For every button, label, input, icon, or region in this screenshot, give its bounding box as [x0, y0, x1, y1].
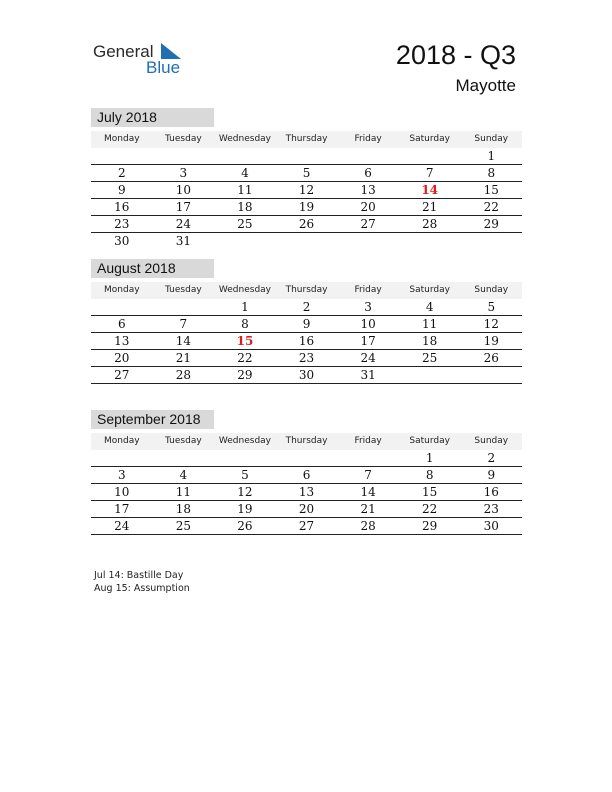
day-cell: 7 — [364, 468, 372, 482]
weekday-label: Tuesday — [165, 285, 202, 295]
day-cell — [153, 450, 215, 466]
day-cell: 24 — [175, 217, 191, 231]
day-cell: 20 — [114, 351, 130, 365]
day-cell: 19 — [298, 200, 315, 214]
weekday-label: Sunday — [474, 134, 509, 144]
weekday-label: Friday — [354, 134, 382, 144]
day-cell — [399, 233, 461, 250]
day-cell: 2 — [117, 166, 126, 180]
weekday-label: Tuesday — [165, 436, 202, 446]
weekday-label: Sunday — [474, 436, 509, 446]
day-cell: 11 — [175, 485, 191, 499]
day-cell: 15 — [422, 485, 438, 499]
weekday-label: Wednesday — [218, 285, 271, 295]
day-cell: 3 — [364, 300, 372, 314]
day-cell — [91, 148, 153, 164]
day-cell: 5 — [241, 468, 249, 482]
day-cell: 25 — [237, 217, 253, 231]
month-july — [91, 108, 522, 250]
week-row — [91, 450, 522, 467]
weekday-label: Monday — [104, 436, 140, 446]
day-cell: 9 — [487, 468, 496, 482]
day-cell: 2 — [302, 300, 311, 314]
day-cell: 20 — [298, 502, 315, 516]
day-cell: 2 — [487, 451, 496, 465]
day-cell: 12 — [483, 317, 499, 331]
week-row — [91, 216, 522, 233]
day-cell: 30 — [483, 519, 499, 533]
day-cell — [276, 450, 338, 466]
day-cell — [91, 450, 153, 466]
weekday-header-row — [91, 131, 522, 148]
day-cell: 26 — [298, 217, 315, 231]
week-row — [91, 501, 522, 518]
day-cell: 17 — [114, 502, 130, 516]
day-cell: 6 — [364, 166, 372, 180]
week-row — [91, 518, 522, 535]
day-cell: 14 — [360, 485, 376, 499]
day-cell: 25 — [422, 351, 438, 365]
day-cell: 8 — [241, 317, 249, 331]
week-row — [91, 316, 522, 333]
day-cell: 24 — [114, 519, 130, 533]
day-cell: 7 — [425, 166, 434, 180]
day-cell: 10 — [360, 317, 376, 331]
week-row — [91, 199, 522, 216]
weekday-header-row — [91, 282, 522, 299]
day-cell — [214, 450, 276, 466]
weekday-label: Monday — [104, 285, 140, 295]
day-cell: 25 — [175, 519, 191, 533]
day-cell: 22 — [483, 200, 499, 214]
week-row — [91, 484, 522, 501]
day-cell: 19 — [483, 334, 499, 348]
day-cell: 22 — [422, 502, 438, 516]
day-cell — [337, 233, 399, 250]
day-cell: 28 — [175, 368, 191, 382]
weekday-label: Monday — [104, 134, 140, 144]
day-cell: 12 — [298, 183, 315, 197]
day-cell — [399, 148, 461, 164]
day-cell: 11 — [237, 183, 253, 197]
week-row — [91, 367, 522, 384]
day-cell: 21 — [175, 351, 191, 365]
logo-text-blue: Blue — [146, 58, 181, 77]
day-cell: 8 — [425, 468, 434, 482]
day-cell: 30 — [298, 368, 315, 382]
day-cell — [153, 299, 215, 315]
weekday-label: Wednesday — [218, 436, 271, 446]
week-row — [91, 148, 522, 165]
weekday-label: Thursday — [285, 436, 328, 446]
day-cell — [399, 367, 461, 383]
day-cell: 24 — [360, 351, 376, 365]
day-cell: 1 — [241, 300, 249, 314]
day-cell — [276, 148, 338, 164]
day-cell: 26 — [237, 519, 253, 533]
day-cell: 18 — [422, 334, 438, 348]
day-cell: 3 — [179, 166, 188, 180]
holiday-note: Aug 15: Assumption — [94, 583, 190, 594]
day-cell: 13 — [360, 183, 376, 197]
day-cell: 29 — [422, 519, 438, 533]
day-cell — [337, 148, 399, 164]
day-cell: 29 — [483, 217, 499, 231]
day-cell: 17 — [175, 200, 191, 214]
day-cell: 30 — [114, 234, 130, 248]
day-cell: 20 — [360, 200, 376, 214]
day-cell-holiday: 14 — [421, 183, 439, 197]
day-cell: 13 — [298, 485, 315, 499]
day-cell: 31 — [175, 234, 191, 248]
weekday-label: Saturday — [409, 285, 450, 295]
holiday-notes — [94, 569, 190, 595]
day-cell: 9 — [302, 317, 311, 331]
day-cell: 8 — [487, 166, 496, 180]
logo-text-general: General — [93, 42, 154, 61]
day-cell: 5 — [487, 300, 496, 314]
day-cell — [460, 367, 522, 383]
day-cell — [214, 233, 276, 250]
day-cell: 16 — [298, 334, 315, 348]
day-cell: 26 — [483, 351, 499, 365]
day-cell: 17 — [360, 334, 376, 348]
day-cell: 21 — [360, 502, 376, 516]
weekday-label: Saturday — [409, 436, 450, 446]
day-cell: 18 — [237, 200, 253, 214]
day-cell: 21 — [422, 200, 438, 214]
day-cell: 22 — [237, 351, 253, 365]
weekday-label: Thursday — [285, 134, 328, 144]
day-cell — [153, 148, 215, 164]
day-cell-holiday: 15 — [236, 334, 254, 348]
weekday-label: Friday — [354, 436, 382, 446]
month-label: September 2018 — [91, 410, 214, 429]
day-cell — [460, 233, 522, 250]
day-cell: 23 — [298, 351, 315, 365]
week-row — [91, 299, 522, 316]
day-cell: 11 — [422, 317, 438, 331]
day-cell: 4 — [179, 468, 188, 482]
week-row — [91, 467, 522, 484]
day-cell: 27 — [298, 519, 315, 533]
day-cell: 7 — [179, 317, 188, 331]
weekday-label: Friday — [354, 285, 382, 295]
day-cell: 29 — [237, 368, 253, 382]
day-cell: 1 — [425, 451, 434, 465]
day-cell: 28 — [360, 519, 376, 533]
day-cell: 19 — [237, 502, 253, 516]
day-cell: 9 — [117, 183, 126, 197]
day-cell: 4 — [425, 300, 434, 314]
week-row — [91, 333, 522, 350]
day-cell — [214, 148, 276, 164]
country-name: Mayotte — [455, 76, 516, 95]
day-cell — [91, 299, 153, 315]
holiday-note: Jul 14: Bastille Day — [94, 570, 184, 581]
day-cell: 13 — [114, 334, 130, 348]
day-cell: 6 — [302, 468, 311, 482]
day-cell: 10 — [175, 183, 191, 197]
day-cell: 31 — [360, 368, 376, 382]
month-august — [91, 259, 522, 384]
day-cell: 18 — [175, 502, 191, 516]
day-cell: 1 — [487, 149, 496, 163]
day-cell: 16 — [114, 200, 130, 214]
day-cell: 15 — [483, 183, 499, 197]
month-september — [91, 410, 522, 535]
day-cell: 16 — [483, 485, 499, 499]
weekday-label: Sunday — [474, 285, 509, 295]
day-cell: 27 — [360, 217, 376, 231]
weekday-label: Wednesday — [218, 134, 271, 144]
week-row — [91, 233, 522, 250]
day-cell: 6 — [117, 317, 126, 331]
day-cell: 3 — [117, 468, 126, 482]
weekday-label: Saturday — [409, 134, 450, 144]
day-cell: 4 — [241, 166, 249, 180]
day-cell: 12 — [237, 485, 253, 499]
day-cell: 14 — [175, 334, 191, 348]
day-cell: 28 — [422, 217, 438, 231]
day-cell: 10 — [114, 485, 130, 499]
day-cell — [276, 233, 338, 250]
day-cell — [337, 450, 399, 466]
day-cell: 23 — [114, 217, 130, 231]
weekday-label: Thursday — [285, 285, 328, 295]
week-row — [91, 165, 522, 182]
month-label: August 2018 — [91, 259, 214, 278]
weekday-header-row — [91, 433, 522, 450]
week-row — [91, 182, 522, 199]
month-label: July 2018 — [91, 108, 214, 127]
page-title: 2018 - Q3 — [395, 40, 516, 70]
day-cell: 5 — [302, 166, 311, 180]
day-cell: 27 — [114, 368, 130, 382]
week-row — [91, 350, 522, 367]
logo — [93, 40, 193, 80]
weekday-label: Tuesday — [165, 134, 202, 144]
day-cell: 23 — [483, 502, 499, 516]
